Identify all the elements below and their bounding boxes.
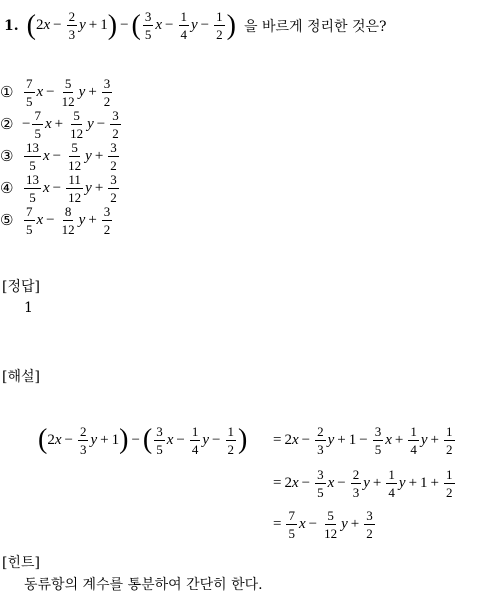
question-number: 1. [4,17,19,34]
derivation-line-3: = $\frac{7}{5}$ x − $\frac{5}{12}$ y + $\frac{3}{2}$ [273,507,373,541]
choice-marker: ④ [0,179,14,197]
choice-marker: ③ [0,147,14,165]
choice-expression: $\frac{7}{5}$ x − $\frac{8}{12}$ y + $\frac{3}{2}$ [26,203,111,237]
choice-marker: ② [0,115,14,133]
choice-4[interactable] [0,172,123,204]
question-expression: ( 2 x − $\frac{2}{3}$ y + 1 ) − ( $\frac{3}{5}$ x − $\frac{1}{4}$ y − $\frac{1}{2}$ ) [26,9,236,42]
choice-expression: − $\frac{7}{5}$ x + $\frac{5}{12}$ y − $\frac{3}{2}$ [22,107,119,141]
hint-text: 동류항의 계수를 통분하여 간단히 한다. [24,577,263,593]
explanation-derivation [38,418,457,544]
choice-expression: $\frac{13}{5}$ x − $\frac{11}{12}$ y + $\frac{3}{2}$ [26,171,117,205]
derivation-line-1: ( 2 x − $\frac{2}{3}$ y + 1 ) − ( $\frac{3}{5}$ x − $\frac{1}{4}$ y − $\frac{1}{2}$ ) = 2 x − $\frac{2}{3}$ y + 1 − $\frac{3}{5}$ x + $\frac{1}{4}$ y + $\frac{1}{2}$ [38,423,453,457]
choice-5[interactable] [0,204,123,236]
question-row [4,10,387,41]
choices-list [0,76,123,236]
choice-2[interactable] [0,108,123,140]
answer-value: 1 [24,300,33,316]
choice-expression: $\frac{13}{5}$ x − $\frac{5}{12}$ y + $\frac{3}{2}$ [26,139,117,173]
answer-label: [정답] [2,279,40,295]
derivation-line-2: = 2 x − $\frac{3}{5}$ x − $\frac{2}{3}$ y + $\frac{1}{4}$ y + 1 + $\frac{1}{2}$ [273,466,453,500]
explanation-label: [해설] [2,369,40,385]
choice-expression: $\frac{7}{5}$ x − $\frac{5}{12}$ y + $\frac{3}{2}$ [26,75,111,109]
choice-1[interactable] [0,76,123,108]
choice-marker: ⑤ [0,211,14,229]
choice-3[interactable] [0,140,123,172]
hint-label: [힌트] [2,555,40,571]
choice-marker: ① [0,83,14,101]
question-suffix: 을 바르게 정리한 것은? [243,18,387,35]
